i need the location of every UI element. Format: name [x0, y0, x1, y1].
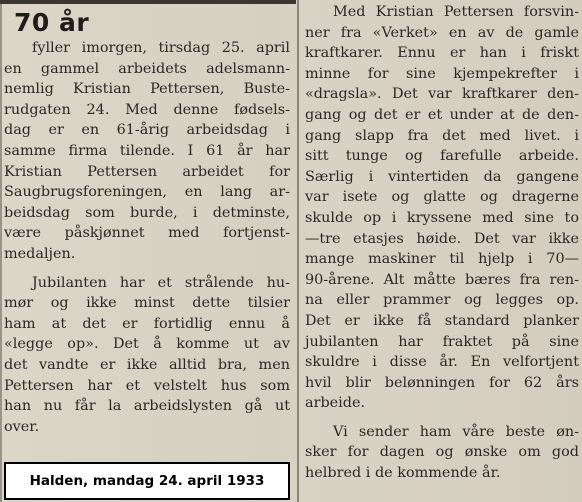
left-column [4, 0, 290, 437]
text-line: rudgaten 24. Med denne fødsels- [4, 101, 290, 118]
text-line: en gammel arbeidets adelsmann- [4, 60, 290, 77]
text-line: na eller prammer og legges op. [305, 292, 579, 309]
paragraph-gap [4, 265, 290, 273]
text-line: mør og ikke minst dette tilsier [4, 295, 290, 312]
text-line: Saugbrugsforeningen, en lang ar- [4, 184, 290, 201]
date-caption [4, 462, 290, 500]
text-line: gang og det er et under at de den- [305, 106, 579, 123]
text-line: skuldre i disse år. En velfortjent [305, 354, 579, 371]
text-line: helbred i de kommende år. [305, 465, 501, 482]
text-line: mange maskiner til hjelp i 70— [305, 251, 579, 268]
text-line: «legge op». Det å komme ut av [4, 336, 290, 353]
text-line: skulde op i kryssene med sine to [305, 209, 579, 226]
text-line: ham at det er fortidlig ennu å [4, 315, 290, 332]
page-edge [0, 0, 2, 502]
text-line: være påskjønnet med fortjenst- [4, 225, 290, 242]
text-line: ner fra «Verket» en av de gamle [305, 24, 579, 41]
text-line: dag er en 61-årig arbeidsdag i [4, 122, 290, 139]
text-line: beidsdag som burde, i detminste, [4, 204, 290, 221]
paragraph-gap [305, 414, 579, 422]
text-line: «dragsla». Det var kraftkarer den- [305, 86, 579, 103]
text-line: sitt tunge og farefulle arbeide. [305, 148, 579, 165]
text-line: —tre etasjes høide. Det var ikke [305, 230, 579, 247]
text-line: medaljen. [4, 245, 76, 262]
text-line: 90-årene. Alt måtte bæres fra ren- [305, 271, 579, 288]
text-line: var isete og glatte og dragerne [305, 189, 579, 206]
article-headline: 70 år [14, 8, 90, 37]
text-line: Kristian Pettersen arbeidet for [4, 163, 290, 180]
caption-text: Halden, mandag 24. april 1933 [29, 473, 265, 489]
column-divider [297, 0, 299, 502]
text-line: Vi sender ham våre beste øn- [333, 423, 579, 440]
text-line: Særlig i vintertiden da gangene [305, 168, 579, 185]
text-line: Pettersen har et velstelt hus som [4, 377, 290, 394]
text-line: over. [4, 418, 40, 435]
text-line: kraftkarer. Ennu er han i friskt [305, 45, 579, 62]
right-column-body [305, 2, 579, 484]
text-line: gang slapp fra det med livet. i [305, 127, 579, 144]
text-line: samme firma tilende. I 61 år har [4, 142, 290, 159]
left-column-body [4, 38, 290, 437]
text-line: det vandte er ikke alltid bra, men [4, 356, 290, 373]
text-line: sker for dagen og ønske om god [305, 444, 579, 461]
text-line: hvil blir belønningen for 62 års [305, 374, 579, 391]
text-line: arbeide. [305, 395, 366, 412]
right-column [305, 2, 579, 484]
text-line: fyller imorgen, tirsdag 25. april [32, 40, 290, 56]
text-line: Med Kristian Pettersen forsvin- [333, 4, 579, 20]
text-line: minne for sine kjempekrefter i [305, 65, 579, 82]
text-line: nemlig Kristian Pettersen, Buste- [4, 81, 290, 98]
text-line: Det er ikke få standard planker [305, 312, 579, 329]
text-line: Jubilanten har et strålende hu- [32, 274, 290, 291]
text-line: han nu får la arbeidslysten gå ut [4, 398, 290, 415]
text-line: jubilanten har fraktet på sine [305, 333, 579, 350]
